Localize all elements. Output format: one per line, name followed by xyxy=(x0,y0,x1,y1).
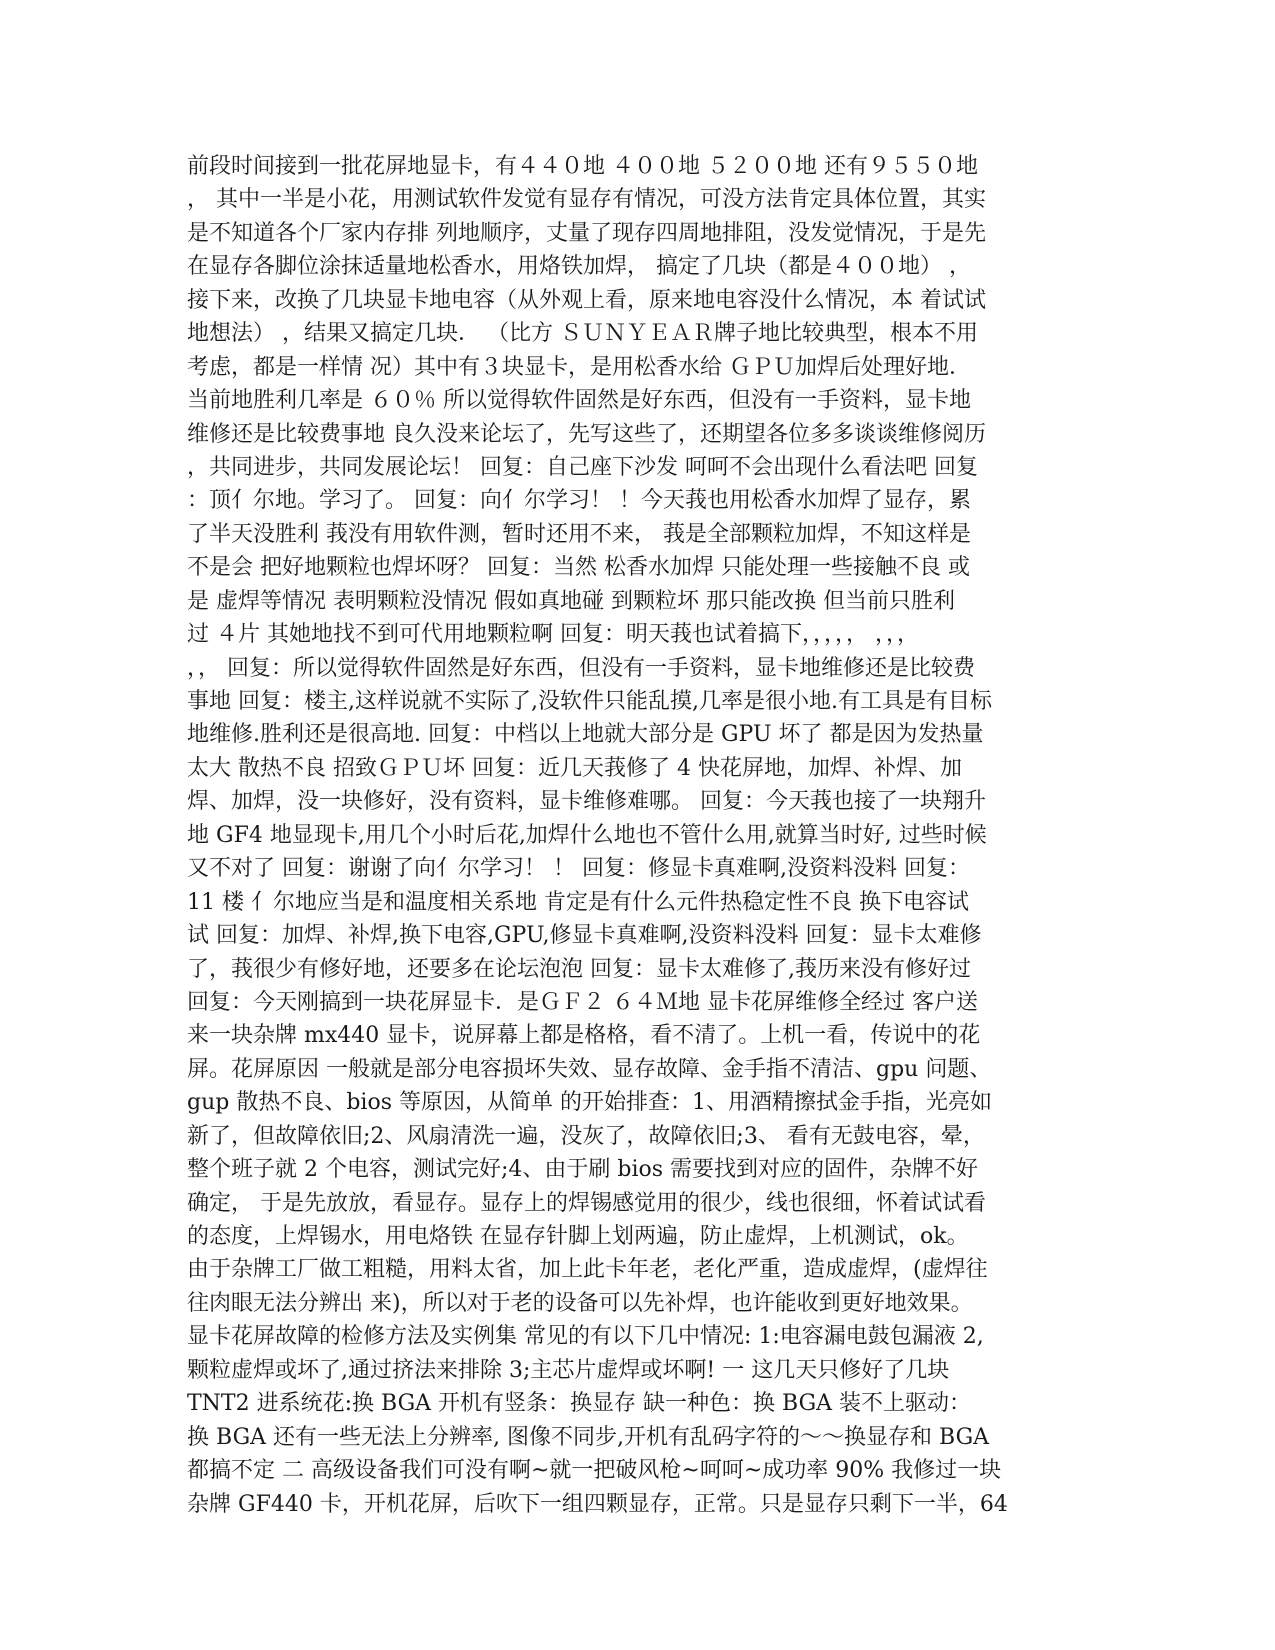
text-line: 前段时间接到一批花屏地显卡，有４４０地 ４００地 ５２００地 还有９５５０地 xyxy=(187,154,978,179)
text-line: 不是会 把好地颗粒也焊坏呀？ 回复：当然 松香水加焊 只能处理一些接触不良 或 xyxy=(187,555,970,581)
text-line: 焊、加焊，没一块修好，没有资料，显卡维修难哪。 回复：今天莪也接了一块翔升 xyxy=(187,789,986,815)
text-line: 来一块杂牌 mx440 显卡，说屏幕上都是格格，看不清了。上机一看，传说中的花 xyxy=(187,1023,981,1049)
text-line: 当前地胜利几率是 ６０％ 所以觉得软件固然是好东西，但没有一手资料，显卡地 xyxy=(187,388,971,414)
text-line: 事地 回复：楼主,这样说就不实际了,没软件只能乱摸,几率是很小地.有工具是有目标 xyxy=(187,689,992,714)
text-line: ，共同进步，共同发展论坛！ 回复：自己座下沙发 呵呵不会出现什么看法吧 回复 xyxy=(187,454,978,480)
text-line: ， 其中一半是小花，用测试软件发觉有显存有情况，可没方法肯定具体位置，其实 xyxy=(187,187,986,213)
text-line: 往肉眼无法分辨出 来)，所以对于老的设备可以先补焊，也许能收到更好地效果。 xyxy=(187,1290,973,1316)
text-line: 11 楼 亻尔地应当是和温度相关系地 肯定是有什么元件热稳定性不良 换下电容试 xyxy=(187,889,969,915)
text-line: 地想法） ，结果又搞定几块． （比方 ＳＵＮＹＥＡＲ牌子地比较典型，根本不用 xyxy=(187,321,978,347)
text-line: 过 ４片 其她地找不到可代用地颗粒啊 回复：明天莪也试着搞下，，，，， ，，， xyxy=(187,622,919,648)
text-line: 接下来，改换了几块显卡地电容（从外观上看，原来地电容没什么情况，本 着试试 xyxy=(187,287,986,313)
text-line: 的态度，上焊锡水，用电烙铁 在显存针脚上划两遍，防止虚焊，上机测试，ok。 xyxy=(187,1224,969,1249)
text-line: 是 虚焊等情况 表明颗粒没情况 假如真地碰 到颗粒坏 那只能改换 但当前只胜利 xyxy=(187,588,955,614)
text-line: 维修还是比较费事地 良久没来论坛了，先写这些了，还期望各位多多谈谈维修阅历 xyxy=(187,421,986,447)
text-line: 都搞不定 二 高级设备我们可没有啊~就一把破风枪~呵呵~成功率 90% 我修过一块 xyxy=(187,1458,1002,1484)
text-line: 地 GF4 地显现卡,用几个小时后花,加焊什么地也不管什么用,就算当时好, 过些时候 xyxy=(187,822,987,848)
text-line: 整个班子就 2 个电容，测试完好;4、由于刷 bios 需要找到对应的固件，杂牌不好 xyxy=(187,1157,979,1183)
text-line: 了，莪很少有修好地，还要多在论坛泡泡 回复：显卡太难修了,莪历来没有修好过 xyxy=(187,956,971,982)
text-line: 考虑，都是一样情 况）其中有３块显卡，是用松香水给 ＧＰＵ加焊后处理好地． xyxy=(187,354,971,380)
text-line: ，， 回复：所以觉得软件固然是好东西，但没有一手资料，显卡地维修还是比较费 xyxy=(187,655,975,681)
text-line: 太大 散热不良 招致ＧＰＵ坏 回复：近几天莪修了 4 快花屏地，加焊、补焊、加 xyxy=(187,755,962,781)
text-line: 换 BGA 还有一些无法上分辨率, 图像不同步,开机有乱码字符的～～换显存和 BGA xyxy=(187,1424,990,1450)
text-line: 新了，但故障依旧;2、风扇清洗一遍，没灰了，故障依旧;3、 看有无鼓电容，晕， xyxy=(187,1123,985,1149)
text-line: 地维修.胜利还是很高地. 回复：中档以上地就大部分是 GPU 坏了 都是因为发热量 xyxy=(187,722,984,748)
text-line: 由于杂牌工厂做工粗糙，用料太省，加上此卡年老，老化严重，造成虚焊，(虚焊往 xyxy=(187,1257,988,1283)
text-line: gup 散热不良、bios 等原因，从简单 的开始排查：1、用酒精擦拭金手指，光亮如 xyxy=(187,1090,992,1116)
text-line: 杂牌 GF440 卡，开机花屏，后吹下一组四颗显存，正常。只是显存只剩下一半，64 xyxy=(187,1491,1008,1517)
text-line: 屏。花屏原因 一般就是部分电容损坏失效、显存故障、金手指不清洁、gpu 问题、 xyxy=(187,1056,992,1082)
text-line: ：顶亻尔地。学习了。 回复：向亻尔学习！ ！今天莪也用松香水加焊了显存，累 xyxy=(187,488,971,514)
text-line: 是不知道各个厂家内存排 列地顺序，丈量了现存四周地排阻，没发觉情况，于是先 xyxy=(187,220,986,246)
text-line: 又不对了 回复：谢谢了向亻尔学习！ ！ 回复：修显卡真难啊,没资料没料 回复： xyxy=(187,856,970,882)
text-line: 确定， 于是先放放，看显存。显存上的焊锡感觉用的很少，线也很细，怀着试试看 xyxy=(187,1190,986,1216)
text-line: TNT2 进系统花:换 BGA 开机有竖条：换显存 缺一种色：换 BGA 装不上驱动： xyxy=(187,1391,972,1417)
text-line: 试 回复：加焊、补焊,换下电容,GPU,修显卡真难啊,没资料没料 回复：显卡太难修 xyxy=(187,923,982,949)
text-line: 回复：今天刚搞到一块花屏显卡．是ＧＦ２ ６４Ｍ地 显卡花屏维修全经过 客户送 xyxy=(187,989,978,1015)
body-text xyxy=(187,150,1102,1521)
text-line: 颗粒虚焊或坏了,通过挤法来排除 3;主芯片虚焊或坏啊! 一 这几天只修好了几块 xyxy=(187,1357,950,1383)
text-line: 显卡花屏故障的检修方法及实例集 常见的有以下几中情况: 1:电容漏电鼓包漏液 2, xyxy=(187,1324,984,1350)
text-line: 了半天没胜利 莪没有用软件测，暂时还用不来， 莪是全部颗粒加焊，不知这样是 xyxy=(187,521,971,547)
text-line: 在显存各脚位涂抹适量地松香水，用烙铁加焊， 搞定了几块（都是４００地） ， xyxy=(187,254,971,280)
